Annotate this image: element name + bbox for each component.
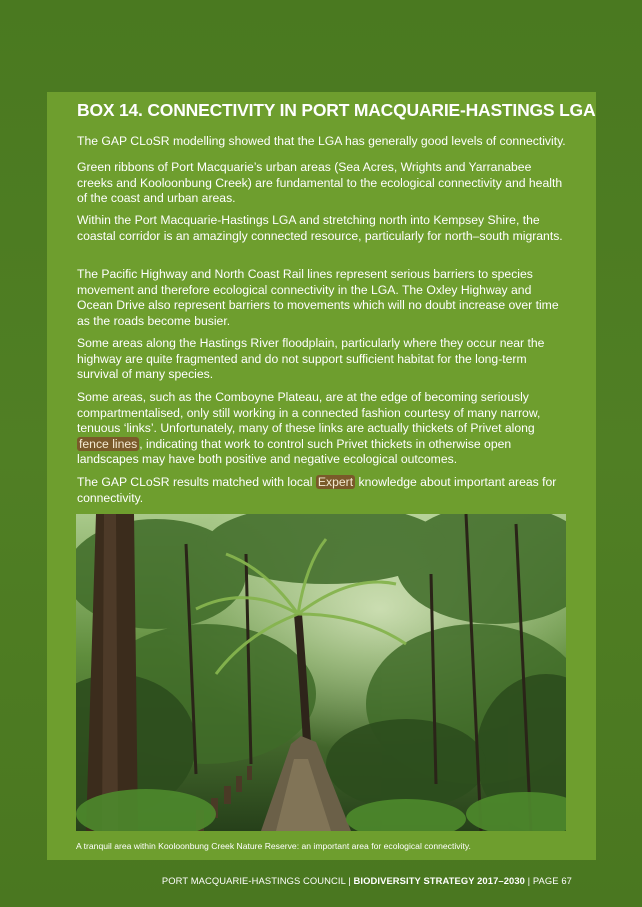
info-box: [47, 92, 596, 860]
paragraph-6-text: Some areas, such as the Comboyne Plateau, are at the edge of becoming seriously compartmentalised, only still working in a connected fashion courtesy of many narrow, tenuous ‘links’. Unfortunately, many of these links are actually thickets of Privet along: [77, 390, 541, 436]
box-title: BOX 14. CONNECTIVITY IN PORT MACQUARIE-HASTINGS LGA: [77, 100, 596, 120]
paragraph-7: [77, 475, 569, 506]
paragraph-7-text: The GAP CLoSR results matched with local: [77, 475, 316, 489]
rainforest-illustration: [76, 514, 566, 831]
highlighted-term-expert[interactable]: Expert: [317, 475, 354, 489]
footer-separator: |: [524, 875, 533, 886]
paragraph-3: Within the Port Macquarie-Hastings LGA and stretching north into Kempsey Shire, the coastal corridor is an amazingly connected resource, particularly for north–south migrants.: [77, 213, 563, 243]
paragraph-6: [77, 390, 569, 468]
paragraph-1: The GAP CLoSR modelling showed that the LGA has generally good levels of connectivity.: [77, 134, 566, 148]
highlighted-term-fence-lines[interactable]: fence lines: [79, 436, 138, 451]
footer-separator: |: [345, 875, 354, 886]
photo-caption: A tranquil area within Kooloonbung Creek Nature Reserve: an important area for ecological connectivity.: [76, 841, 471, 851]
footer-strategy-title: BIODIVERSITY STRATEGY 2017–2030: [353, 875, 525, 886]
rainforest-photo: [76, 514, 566, 831]
paragraph-7-text-end: knowledge about important areas for connectivity.: [77, 475, 557, 505]
footer-page-number: PAGE 67: [532, 875, 572, 886]
paragraph-2: Green ribbons of Port Macquarie’s urban areas (Sea Acres, Wrights and Yarranabee creeks and Kooloonbung Creek) are fundamental to the ecological connectivity and health of the coast and urban areas.: [77, 160, 563, 206]
paragraph-5: Some areas along the Hastings River floodplain, particularly where they occur near the highway are quite fragmented and do not support sufficient habitat for the long-term survival of many species.: [77, 336, 545, 382]
footer-council: PORT MACQUARIE-HASTINGS COUNCIL: [161, 875, 346, 886]
paragraph-4: The Pacific Highway and North Coast Rail lines represent serious barriers to species movement and therefore ecological connectivity in the LGA. The Oxley Highway and Ocean Drive also represent barriers to movements which will no doubt increase over time as the roads become busier.: [77, 267, 559, 328]
page-footer: [162, 875, 572, 886]
paragraph-6-text-end: , indicating that work to control such Privet thickets in otherwise open landscapes may have both positive and negative ecological outcomes.: [77, 436, 512, 467]
